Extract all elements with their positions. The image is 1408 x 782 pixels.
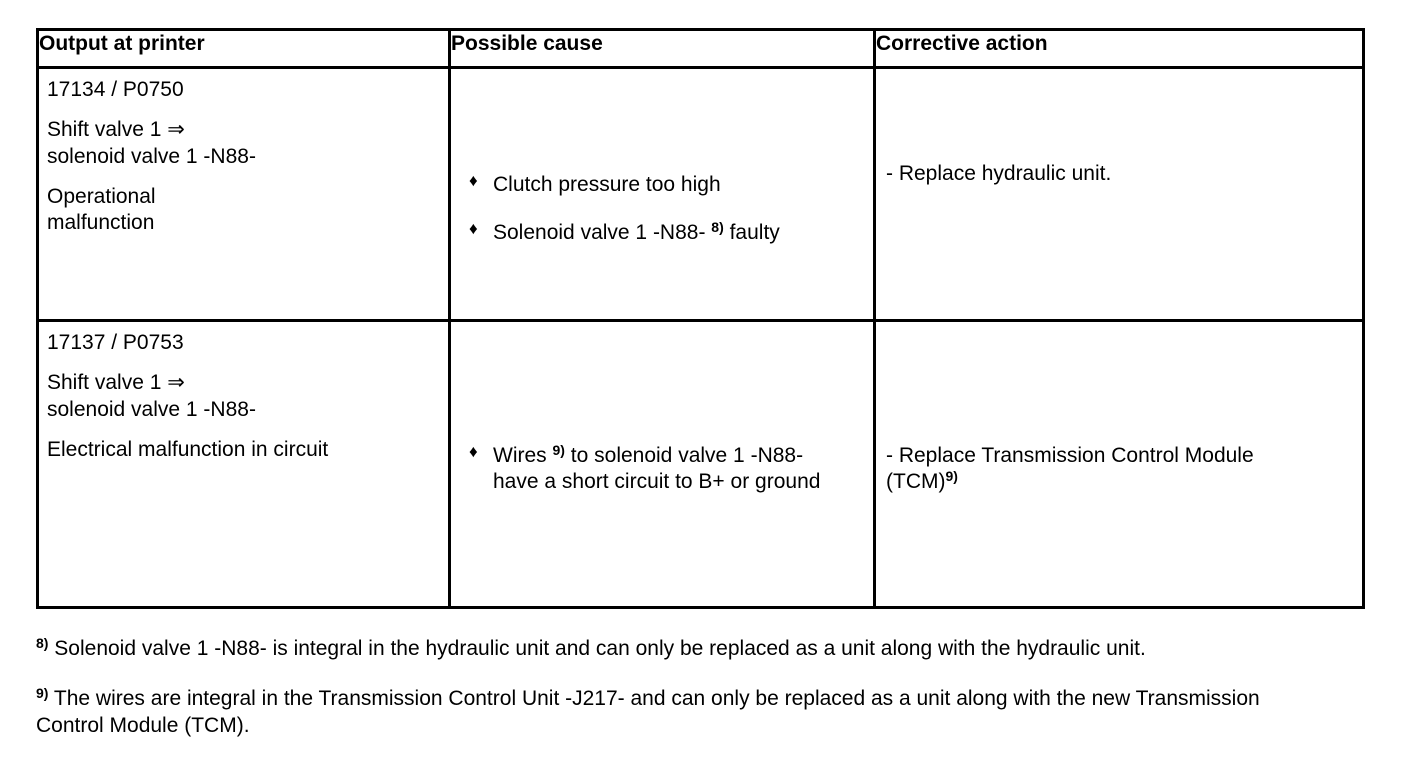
fault-description: Electrical malfunction in circuit xyxy=(47,437,329,461)
fault-component-line2: solenoid valve 1 -N88- xyxy=(47,144,256,168)
cause-text: Wires xyxy=(493,443,553,467)
fault-description: Operational malfunction xyxy=(47,184,156,234)
dtc-table xyxy=(36,28,1365,609)
table-row xyxy=(38,68,1364,321)
footnote-text: Solenoid valve 1 -N88- is integral in the hydraulic unit and can only be replaced as a unit along with the hydraulic unit. xyxy=(48,637,1146,660)
list-item xyxy=(467,443,853,496)
cause-text: Solenoid valve 1 -N88- xyxy=(493,221,712,244)
cause-list xyxy=(467,172,857,247)
cause-text: Clutch pressure too high xyxy=(493,172,721,196)
action-text xyxy=(886,443,1326,496)
header-output-at-printer: Output at printer xyxy=(38,30,450,68)
footnotes xyxy=(36,636,1366,763)
output-cell xyxy=(38,321,450,608)
fault-code: 17137 / P0753 xyxy=(47,331,184,354)
fault-component-line1: Shift valve 1 ⇒ xyxy=(47,371,185,395)
fault-code: 17134 / P0750 xyxy=(47,78,184,101)
diamond-bullet-icon: ♦ xyxy=(469,170,478,190)
cause-text-after: to solenoid valve 1 -N88- have a short circuit to B+ or ground xyxy=(493,443,821,493)
list-item xyxy=(467,172,857,198)
footnote-ref: 9) xyxy=(552,441,565,458)
output-cell xyxy=(38,68,450,321)
fault-component xyxy=(47,117,440,170)
fault-component-line1: Shift valve 1 ⇒ xyxy=(47,118,185,142)
cause-text-after: faulty xyxy=(723,221,780,244)
footnote-mark: 8) xyxy=(36,635,49,651)
action-label: - Replace hydraulic unit. xyxy=(886,161,1112,185)
cause-cell xyxy=(450,68,875,321)
footnote-ref: 9) xyxy=(945,468,958,484)
footnote-ref: 8) xyxy=(711,219,724,235)
cause-cell xyxy=(450,321,875,608)
footnote-9 xyxy=(36,686,1296,739)
diamond-bullet-icon: ♦ xyxy=(469,441,478,461)
fault-component-line2: solenoid valve 1 -N88- xyxy=(47,397,256,421)
header-possible-cause: Possible cause xyxy=(450,30,875,68)
list-item xyxy=(467,220,857,246)
action-text xyxy=(886,161,1352,187)
table-header-row xyxy=(38,30,1364,68)
fault-component xyxy=(47,370,440,423)
header-corrective-action: Corrective action xyxy=(875,30,1364,68)
action-label: - Replace Transmission Control Module (TCM) xyxy=(886,443,1254,493)
table-row xyxy=(38,321,1364,608)
action-cell xyxy=(875,68,1364,321)
cause-list xyxy=(467,443,857,496)
diamond-bullet-icon: ♦ xyxy=(469,219,478,238)
footnote-text: The wires are integral in the Transmission Control Unit -J217- and can only be replaced as a unit along with the new Transmission Control Module (TCM). xyxy=(36,687,1260,737)
action-cell xyxy=(875,321,1364,608)
footnote-8 xyxy=(36,636,1366,662)
footnote-mark: 9) xyxy=(36,685,49,702)
